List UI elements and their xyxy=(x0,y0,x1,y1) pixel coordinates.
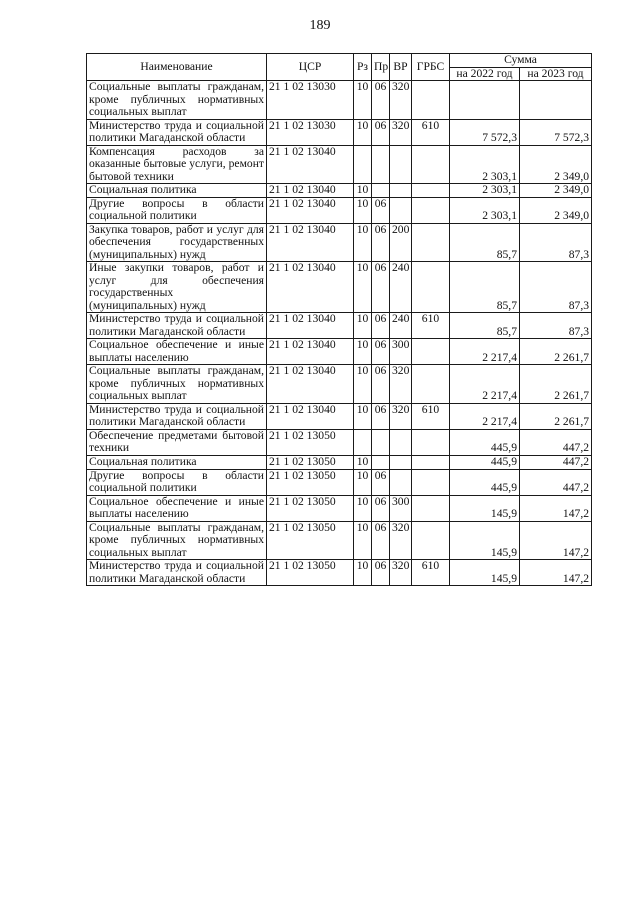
cell-rz: 10 xyxy=(354,339,372,365)
cell-vr: 200 xyxy=(390,223,412,262)
cell-rz: 10 xyxy=(354,469,372,495)
cell-csr: 21 1 02 13040 xyxy=(267,403,354,429)
table-row xyxy=(87,313,592,339)
cell-name: Социальная политика xyxy=(87,184,267,198)
cell-pr: 06 xyxy=(372,223,390,262)
cell-sum-2022: 2 217,4 xyxy=(450,403,520,429)
cell-sum-2023: 2 261,7 xyxy=(520,365,592,404)
cell-sum-2023: 7 572,3 xyxy=(520,119,592,145)
cell-pr: 06 xyxy=(372,560,390,586)
cell-sum-2022: 85,7 xyxy=(450,223,520,262)
cell-grbs xyxy=(412,455,450,469)
cell-sum-2022: 7 572,3 xyxy=(450,119,520,145)
header-year-2023: на 2023 год xyxy=(520,67,592,81)
cell-sum-2022: 145,9 xyxy=(450,521,520,560)
cell-vr xyxy=(390,184,412,198)
cell-vr: 320 xyxy=(390,81,412,120)
cell-sum-2023: 87,3 xyxy=(520,313,592,339)
cell-name: Обеспечение предметами бытовой техники xyxy=(87,429,267,455)
cell-pr: 06 xyxy=(372,365,390,404)
header-name: Наименование xyxy=(87,54,267,81)
cell-pr xyxy=(372,455,390,469)
table-row xyxy=(87,560,592,586)
cell-rz: 10 xyxy=(354,313,372,339)
cell-sum-2022: 145,9 xyxy=(450,495,520,521)
cell-csr: 21 1 02 13040 xyxy=(267,262,354,313)
cell-sum-2023: 87,3 xyxy=(520,262,592,313)
cell-rz: 10 xyxy=(354,197,372,223)
table-row xyxy=(87,403,592,429)
cell-vr: 300 xyxy=(390,495,412,521)
cell-vr xyxy=(390,145,412,184)
cell-sum-2022: 2 217,4 xyxy=(450,339,520,365)
header-csr: ЦСР xyxy=(267,54,354,81)
table-row xyxy=(87,81,592,120)
table-row xyxy=(87,429,592,455)
cell-sum-2022: 2 303,1 xyxy=(450,197,520,223)
cell-name: Другие вопросы в области социальной политики xyxy=(87,469,267,495)
cell-name: Министерство труда и социальной политики Магаданской области xyxy=(87,313,267,339)
cell-csr: 21 1 02 13040 xyxy=(267,197,354,223)
cell-csr: 21 1 02 13040 xyxy=(267,365,354,404)
cell-rz: 10 xyxy=(354,119,372,145)
cell-rz xyxy=(354,145,372,184)
cell-grbs: 610 xyxy=(412,560,450,586)
cell-pr: 06 xyxy=(372,339,390,365)
cell-csr: 21 1 02 13030 xyxy=(267,119,354,145)
cell-grbs xyxy=(412,184,450,198)
cell-name: Компенсация расходов за оказанные бытовые услуги, ремонт бытовой техники xyxy=(87,145,267,184)
cell-grbs: 610 xyxy=(412,313,450,339)
cell-csr: 21 1 02 13050 xyxy=(267,495,354,521)
cell-name: Министерство труда и социальной политики Магаданской области xyxy=(87,119,267,145)
cell-name: Социальные выплаты гражданам, кроме публичных нормативных социальных выплат xyxy=(87,521,267,560)
budget-table xyxy=(86,53,592,586)
cell-pr xyxy=(372,184,390,198)
cell-rz: 10 xyxy=(354,184,372,198)
cell-grbs xyxy=(412,145,450,184)
cell-vr: 320 xyxy=(390,365,412,404)
table-row xyxy=(87,521,592,560)
cell-sum-2023: 2 349,0 xyxy=(520,184,592,198)
cell-name: Социальное обеспечение и иные выплаты населению xyxy=(87,495,267,521)
cell-csr: 21 1 02 13050 xyxy=(267,560,354,586)
cell-pr: 06 xyxy=(372,469,390,495)
cell-rz: 10 xyxy=(354,365,372,404)
cell-pr xyxy=(372,145,390,184)
cell-csr: 21 1 02 13040 xyxy=(267,145,354,184)
cell-vr: 320 xyxy=(390,521,412,560)
cell-grbs xyxy=(412,429,450,455)
table-row xyxy=(87,197,592,223)
cell-vr: 240 xyxy=(390,313,412,339)
cell-sum-2023: 2 261,7 xyxy=(520,403,592,429)
cell-csr: 21 1 02 13030 xyxy=(267,81,354,120)
cell-sum-2023: 2 349,0 xyxy=(520,197,592,223)
table-header xyxy=(87,54,592,81)
cell-sum-2022: 2 303,1 xyxy=(450,184,520,198)
cell-grbs xyxy=(412,365,450,404)
cell-vr: 320 xyxy=(390,119,412,145)
cell-sum-2023: 447,2 xyxy=(520,429,592,455)
cell-rz: 10 xyxy=(354,223,372,262)
cell-vr: 240 xyxy=(390,262,412,313)
cell-sum-2023 xyxy=(520,81,592,120)
cell-vr xyxy=(390,455,412,469)
table-row xyxy=(87,119,592,145)
cell-rz: 10 xyxy=(354,521,372,560)
cell-csr: 21 1 02 13040 xyxy=(267,184,354,198)
cell-csr: 21 1 02 13040 xyxy=(267,313,354,339)
cell-sum-2023: 447,2 xyxy=(520,469,592,495)
cell-grbs xyxy=(412,469,450,495)
cell-sum-2022: 445,9 xyxy=(450,429,520,455)
cell-grbs xyxy=(412,197,450,223)
cell-name: Иные закупки товаров, работ и услуг для обеспечения государственных (муниципальных) нужд xyxy=(87,262,267,313)
cell-pr: 06 xyxy=(372,119,390,145)
header-grbs: ГРБС xyxy=(412,54,450,81)
cell-name: Социальные выплаты гражданам, кроме публичных нормативных социальных выплат xyxy=(87,365,267,404)
table-row xyxy=(87,469,592,495)
cell-sum-2022: 85,7 xyxy=(450,262,520,313)
cell-grbs xyxy=(412,339,450,365)
cell-pr: 06 xyxy=(372,197,390,223)
header-sum: Сумма xyxy=(450,54,592,68)
cell-pr: 06 xyxy=(372,262,390,313)
cell-sum-2022: 445,9 xyxy=(450,469,520,495)
cell-pr: 06 xyxy=(372,403,390,429)
table-row xyxy=(87,145,592,184)
table-row xyxy=(87,262,592,313)
table-row xyxy=(87,495,592,521)
table-row xyxy=(87,339,592,365)
cell-rz: 10 xyxy=(354,403,372,429)
cell-grbs: 610 xyxy=(412,119,450,145)
cell-grbs xyxy=(412,81,450,120)
cell-csr: 21 1 02 13050 xyxy=(267,521,354,560)
cell-sum-2023: 2 261,7 xyxy=(520,339,592,365)
cell-sum-2023: 147,2 xyxy=(520,560,592,586)
table-row xyxy=(87,223,592,262)
cell-name: Закупка товаров, работ и услуг для обеспечения государственных (муниципальных) нужд xyxy=(87,223,267,262)
cell-sum-2022: 2 217,4 xyxy=(450,365,520,404)
cell-grbs: 610 xyxy=(412,403,450,429)
cell-csr: 21 1 02 13050 xyxy=(267,469,354,495)
cell-pr: 06 xyxy=(372,521,390,560)
cell-vr xyxy=(390,197,412,223)
cell-grbs xyxy=(412,262,450,313)
cell-rz xyxy=(354,429,372,455)
cell-name: Социальные выплаты гражданам, кроме публичных нормативных социальных выплат xyxy=(87,81,267,120)
page-number: 189 xyxy=(309,18,331,33)
cell-vr: 300 xyxy=(390,339,412,365)
header-rz: Рз xyxy=(354,54,372,81)
cell-sum-2022: 145,9 xyxy=(450,560,520,586)
cell-csr: 21 1 02 13040 xyxy=(267,223,354,262)
cell-rz: 10 xyxy=(354,455,372,469)
cell-sum-2023: 87,3 xyxy=(520,223,592,262)
table-row xyxy=(87,365,592,404)
cell-name: Другие вопросы в области социальной политики xyxy=(87,197,267,223)
header-year-2022: на 2022 год xyxy=(450,67,520,81)
cell-sum-2023: 147,2 xyxy=(520,521,592,560)
cell-rz: 10 xyxy=(354,81,372,120)
cell-vr xyxy=(390,429,412,455)
cell-sum-2022: 2 303,1 xyxy=(450,145,520,184)
cell-pr: 06 xyxy=(372,81,390,120)
cell-sum-2022: 85,7 xyxy=(450,313,520,339)
cell-sum-2022: 445,9 xyxy=(450,455,520,469)
cell-pr xyxy=(372,429,390,455)
cell-name: Министерство труда и социальной политики Магаданской области xyxy=(87,403,267,429)
cell-pr: 06 xyxy=(372,313,390,339)
cell-grbs xyxy=(412,521,450,560)
cell-pr: 06 xyxy=(372,495,390,521)
cell-name: Социальное обеспечение и иные выплаты населению xyxy=(87,339,267,365)
header-pr: Пр xyxy=(372,54,390,81)
table-row xyxy=(87,184,592,198)
cell-csr: 21 1 02 13050 xyxy=(267,429,354,455)
table-body xyxy=(87,81,592,586)
cell-sum-2022 xyxy=(450,81,520,120)
cell-rz: 10 xyxy=(354,262,372,313)
cell-vr: 320 xyxy=(390,560,412,586)
cell-sum-2023: 447,2 xyxy=(520,455,592,469)
table-row xyxy=(87,455,592,469)
cell-vr xyxy=(390,469,412,495)
cell-sum-2023: 147,2 xyxy=(520,495,592,521)
cell-rz: 10 xyxy=(354,495,372,521)
cell-csr: 21 1 02 13050 xyxy=(267,455,354,469)
cell-grbs xyxy=(412,495,450,521)
cell-vr: 320 xyxy=(390,403,412,429)
cell-name: Социальная политика xyxy=(87,455,267,469)
cell-csr: 21 1 02 13040 xyxy=(267,339,354,365)
cell-grbs xyxy=(412,223,450,262)
cell-rz: 10 xyxy=(354,560,372,586)
cell-name: Министерство труда и социальной политики Магаданской области xyxy=(87,560,267,586)
header-vr: ВР xyxy=(390,54,412,81)
cell-sum-2023: 2 349,0 xyxy=(520,145,592,184)
